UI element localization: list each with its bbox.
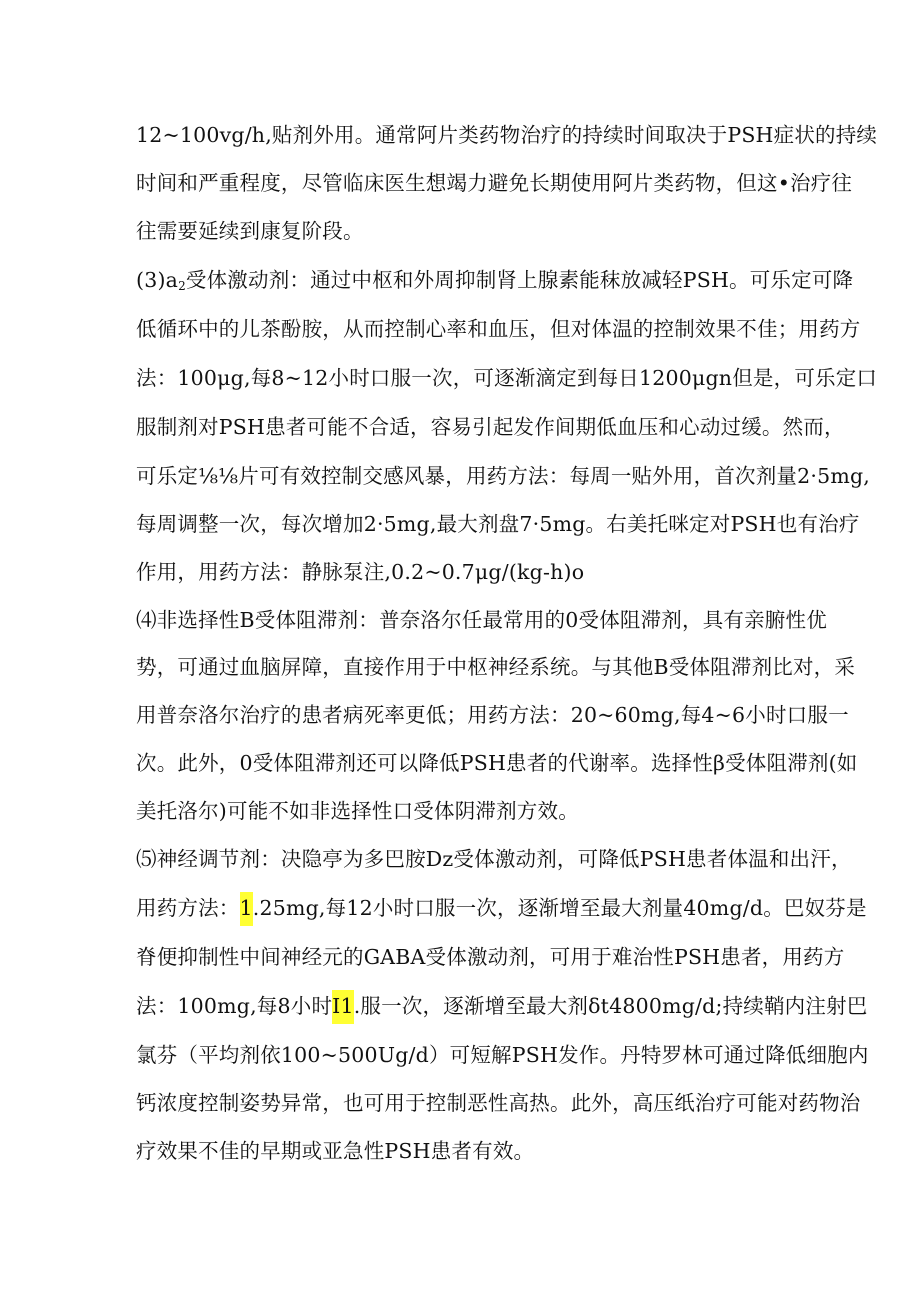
text-line [136, 267, 853, 293]
text-line: ⑷非选择性B受体阻滞剂：普奈洛尔任最常用的0受体阻滞剂，具有亲腑性优 [136, 608, 827, 632]
text-segment: 用药方法： [136, 896, 240, 920]
text-segment: 法：100mg,每8小时 [136, 994, 333, 1018]
subscript: 2 [178, 279, 186, 293]
text-line: 氯芬（平均剂依100~500Ug/d）可短解PSH发作。丹特罗林可通过降低细胞内 [136, 1043, 869, 1067]
text-line: 美托洛尔)可能不如非选择性口受体阴滞剂方效。 [136, 799, 579, 823]
text-line: 势，可通过血脑屏障，直接作用于中枢神经系统。与其他B受体阻滞剂比对，采 [136, 655, 856, 679]
highlighted-text: I1 [332, 990, 354, 1024]
text-segment: 受体激动剂：通过中枢和外周抑制肾上腺素能秣放减轻PSH。可乐定可降 [185, 268, 854, 292]
text-line: 服制剂对PSH患者可能不合适，容易引起发作间期低血压和心动过缓。然而， [136, 415, 845, 439]
text-line: 脊便抑制性中间神经元的GABA受体激动剂，可用于难治性PSH患者，用药方 [136, 945, 845, 969]
text-line: 12~100vg/h,贴剂外用。通常阿片类药物治疗的持续时间取决于PSH症状的持续 [136, 123, 878, 147]
text-line: 往需要延续到康复阶段。 [136, 219, 364, 243]
text-line: 钙浓度控制姿势异常，也可用于控制恶性高热。此外，高压纸治疗可能对药物治 [136, 1091, 861, 1115]
text-line: 可乐定⅛⅛片可有效控制交感风暴，用药方法：每周一贴外用，首次剂量2·5mg, [136, 464, 871, 488]
text-line: 作用，用药方法：静脉泵注,0.2~0.7μg/(kg-h)o [136, 560, 585, 584]
text-segment: .服一次，逐渐增至最大剂δt4800mg/d;持续鞘内注射巴 [353, 994, 868, 1018]
text-segment: (3)a [136, 268, 179, 292]
text-line: 次。此外，0受体阻滞剂还可以降低PSH患者的代谢率。选择性β受体阻滞剂(如 [136, 751, 858, 775]
text-line: 每周调整一次，每次增加2·5mg,最大剂盘7·5mg。右美托咪定对PSH也有治疗 [136, 512, 860, 536]
text-line: 时间和严重程度，尽管临床医生想竭力避免长期使用阿片类药物，但这•治疗往 [136, 171, 853, 195]
text-line: 法：100μg,每8~12小时口服一次，可逐渐滴定到每日1200μgn但是，可乐定口 [136, 366, 878, 390]
text-line [136, 895, 867, 921]
text-line: 用普奈洛尔治疗的患者病死率更低；用药方法：20~60mg,每4~6小时口服一 [136, 703, 849, 727]
text-line: 疗效果不佳的早期或亚急性PSH患者有效。 [136, 1139, 535, 1163]
highlighted-text: 1 [240, 892, 253, 926]
text-line [136, 993, 867, 1019]
text-segment: .25mg,每12小时口服一次，逐渐增至最大剂量40mg/d。巴奴芬是 [252, 896, 867, 920]
text-line: ⑸神经调节剂：决隐亭为多巴胺Dz受体激动剂，可降低PSH患者体温和出汗， [136, 847, 852, 871]
text-line: 低循环中的儿茶酚胺，从而控制心率和血压，但对体温的控制效果不佳；用药方 [136, 317, 861, 341]
